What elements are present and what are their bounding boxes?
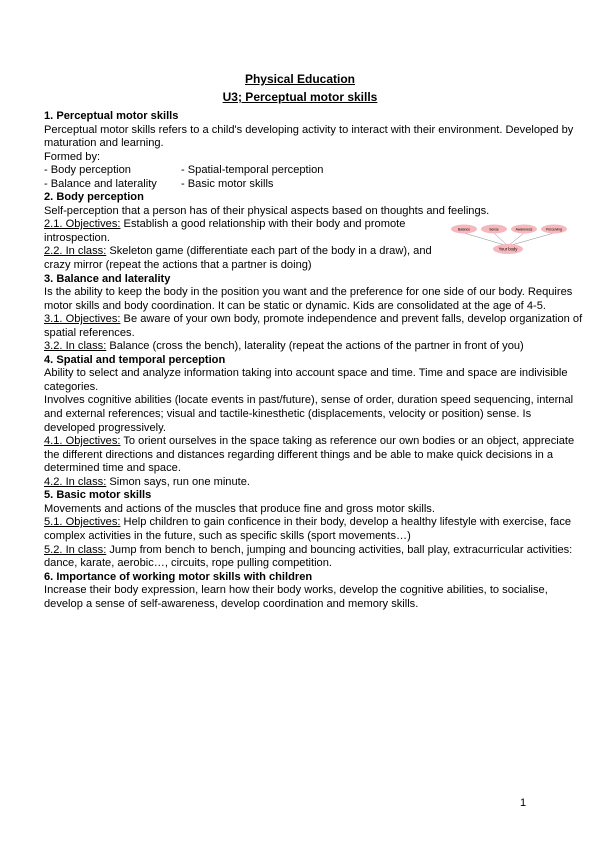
- document-title: Physical Education: [244, 72, 356, 86]
- section-5-objectives: [44, 516, 584, 543]
- objectives-text: Be aware of your own body, promote independence and prevent falls, develop organization of spatial references.: [44, 313, 583, 339]
- section-3-text: Is the ability to keep the body in the position you want and the preference for one side of our body. Requires motor skills and body coordination. It can be static or dynamic. Kids are consolidated at the age of 4-5.: [44, 286, 573, 312]
- objectives-label: 5.1. Objectives:: [44, 516, 121, 529]
- formed-by-list-row-1: [44, 164, 584, 178]
- section-5-in-class: [44, 544, 584, 571]
- formed-by-label: Formed by:: [44, 150, 101, 163]
- section-4-text-1: Ability to select and analyze information taking into account space and time. Time and space are indivisible categories.: [44, 367, 568, 393]
- objectives-text: To orient ourselves in the space taking as reference our own bodies or an object, appreciate the different directions and distances regarding different things and be able to make quick decisions in a determined time and space.: [44, 435, 575, 475]
- objectives-text: Establish a good relationship with their body and promote introspection.: [44, 218, 406, 244]
- section-4-text-2: Involves cognitive abilities (locate events in past/future), sense of order, duration speed sequencing, internal and external references; visual and tactile-kinesthetic (displacements, velocity or position) sense. Is developed progressively.: [44, 394, 574, 434]
- section-5-heading: 5. Basic motor skills: [44, 489, 152, 502]
- in-class-text: Simon says, run one minute.: [106, 475, 250, 488]
- list-item: - Basic motor skills: [181, 177, 274, 190]
- diagram-node-label: Perceiving: [546, 227, 562, 232]
- section-1-heading: 1. Perceptual motor skills: [44, 110, 179, 122]
- section-2-text: Self-perception that a person has of their physical aspects based on thoughts and feelings.: [44, 204, 490, 217]
- in-class-label: 4.2. In class:: [44, 475, 107, 488]
- section-2-heading: 2. Body perception: [44, 191, 144, 204]
- objectives-label: 2.1. Objectives:: [44, 218, 121, 231]
- objectives-label: 4.1. Objectives:: [44, 435, 121, 448]
- document-subtitle: U3; Perceptual motor skills: [222, 90, 378, 104]
- in-class-label: 2.2. In class:: [44, 245, 107, 258]
- objectives-label: 3.1. Objectives:: [44, 313, 121, 326]
- section-3-in-class: [44, 340, 584, 354]
- section-4-objectives: [44, 435, 584, 476]
- section-5-text: Movements and actions of the muscles that produce fine and gross motor skills.: [44, 502, 435, 515]
- section-2-objectives: [44, 218, 444, 245]
- in-class-label: 5.2. In class:: [44, 543, 107, 556]
- list-item: - Spatial-temporal perception: [181, 164, 324, 177]
- section-4-in-class: [44, 476, 584, 490]
- document-body: [44, 110, 584, 611]
- section-3-objectives: [44, 313, 584, 340]
- page-number: 1: [520, 797, 527, 809]
- diagram-node-label: Sense: [489, 227, 499, 232]
- section-6-text: Increase their body expression, learn how their body works, develop the cognitive abilities, to socialise, develop a sense of self-awareness, develop coordination and memory skills.: [44, 584, 548, 610]
- in-class-text: Jump from bench to bench, jumping and bouncing activities, ball play, extracurricular activities: dance, karate, aerobic…, circuits, rope pulling competition.: [44, 543, 573, 570]
- diagram-center-label: Your body: [498, 246, 518, 252]
- objectives-text: Help children to gain conficence in their body, develop a healthy lifestyle with exercise, face complex activities in the future, such as specific skills (sport movements…): [44, 516, 572, 542]
- diagram-node-label: Balance: [457, 227, 471, 232]
- section-4-heading: 4. Spatial and temporal perception: [44, 353, 226, 366]
- section-1-text: Perceptual motor skills refers to a child's developing activity to interact with their environment. Developed by maturation and learning.: [44, 123, 574, 150]
- list-item: - Body perception: [44, 164, 131, 177]
- in-class-text: Balance (cross the bench), laterality (repeat the actions of the partner in front of you): [106, 340, 524, 353]
- section-3-heading: 3. Balance and laterality: [44, 272, 171, 285]
- section-6-heading: 6. Importance of working motor skills with children: [44, 570, 313, 583]
- in-class-text: Skeleton game (differentiate each part of the body in a draw), and crazy mirror (repeat the actions that a partner is doing): [44, 245, 432, 272]
- diagram-node-label: Awareness: [515, 227, 533, 232]
- section-2-in-class: [44, 245, 444, 272]
- list-item: - Balance and laterality: [44, 177, 157, 190]
- body-perception-diagram: [450, 222, 568, 256]
- in-class-label: 3.2. In class:: [44, 340, 107, 353]
- formed-by-list-row-2: [44, 178, 584, 192]
